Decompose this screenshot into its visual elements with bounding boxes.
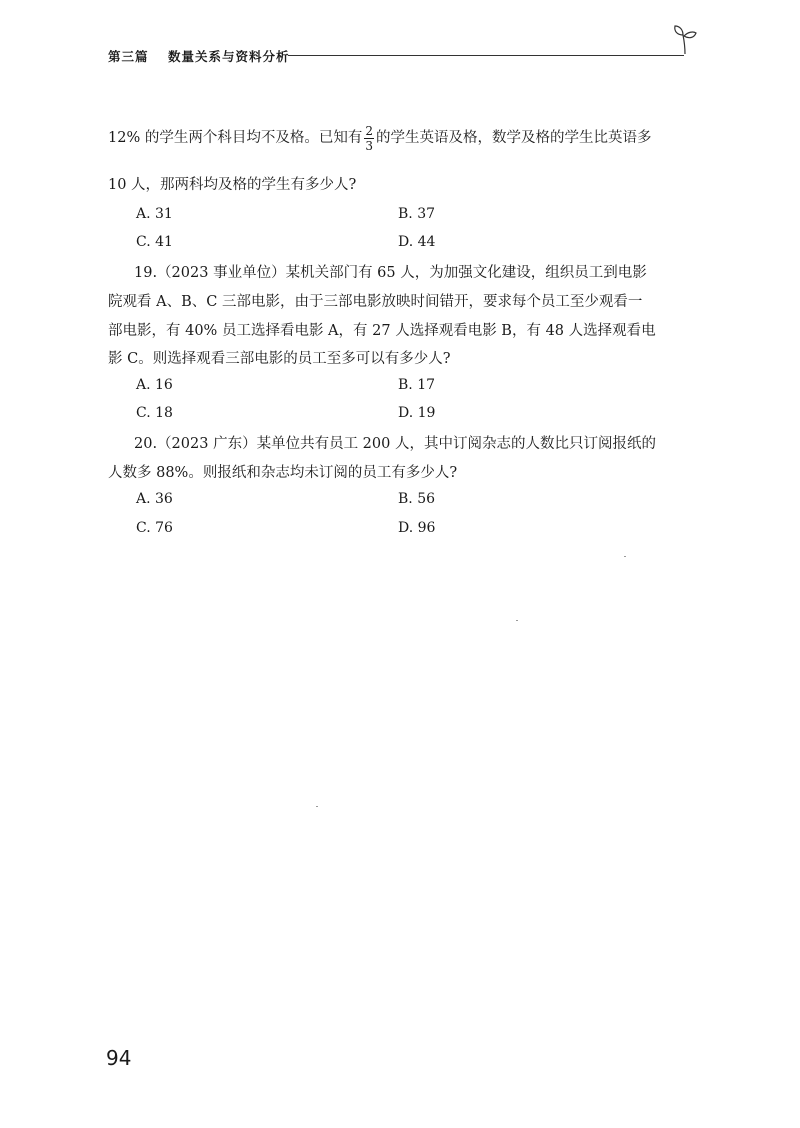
q19-option-c: C. 18 xyxy=(136,405,173,421)
sprout-icon xyxy=(672,24,698,54)
q18-option-c: C. 41 xyxy=(136,234,173,250)
q20-option-c: C. 76 xyxy=(136,520,173,536)
q19-line-1: 19.（2023 事业单位）某机关部门有 65 人，为加强文化建设，组织员工到电影 xyxy=(134,265,647,281)
q18-line-1: 12% 的学生两个科目均不及格。已知有 $\frac{2}{3}$ 的学生英语及格，数学及格的学生比英语多 xyxy=(108,123,652,153)
q18-option-a: A. 31 xyxy=(136,206,173,222)
q20-option-b: B. 56 xyxy=(398,491,436,507)
q19-line-4: 影 C。则选择观看三部电影的员工至多可以有多少人? xyxy=(108,351,451,367)
q19-option-b: B. 17 xyxy=(398,377,436,393)
q18-line-2: 10 人，那两科均及格的学生有多少人? xyxy=(108,177,357,193)
running-header xyxy=(108,38,698,68)
q20-option-d: D. 96 xyxy=(398,520,436,536)
q19-line-3: 部电影，有 40% 员工选择看电影 A，有 27 人选择观看电影 B，有 48 人选择观看电 xyxy=(108,323,656,339)
header-chapter-title: 数量关系与资料分析 xyxy=(168,49,290,64)
q18-option-d: D. 44 xyxy=(398,234,436,250)
scan-speck xyxy=(316,806,318,807)
q20-line-2: 人数多 88%。则报纸和杂志均未订阅的员工有多少人? xyxy=(108,465,458,481)
scan-speck xyxy=(516,620,518,621)
q19-option-d: D. 19 xyxy=(398,405,436,421)
page-number: 94 xyxy=(106,1046,132,1070)
header-part-label: 第三篇 xyxy=(108,49,149,64)
fraction-two-thirds: $\frac{2}{3}$ xyxy=(365,123,373,153)
q20-option-a: A. 36 xyxy=(136,491,173,507)
q19-option-a: A. 16 xyxy=(136,377,173,393)
q18-option-b: B. 37 xyxy=(398,206,436,222)
q20-line-1: 20.（2023 广东）某单位共有员工 200 人，其中订阅杂志的人数比只订阅报纸的 xyxy=(134,436,656,452)
scan-speck xyxy=(624,556,626,557)
q19-line-2: 院观看 A、B、C 三部电影，由于三部电影放映时间错开，要求每个员工至少观看一 xyxy=(108,294,643,310)
header-rule xyxy=(288,55,684,56)
